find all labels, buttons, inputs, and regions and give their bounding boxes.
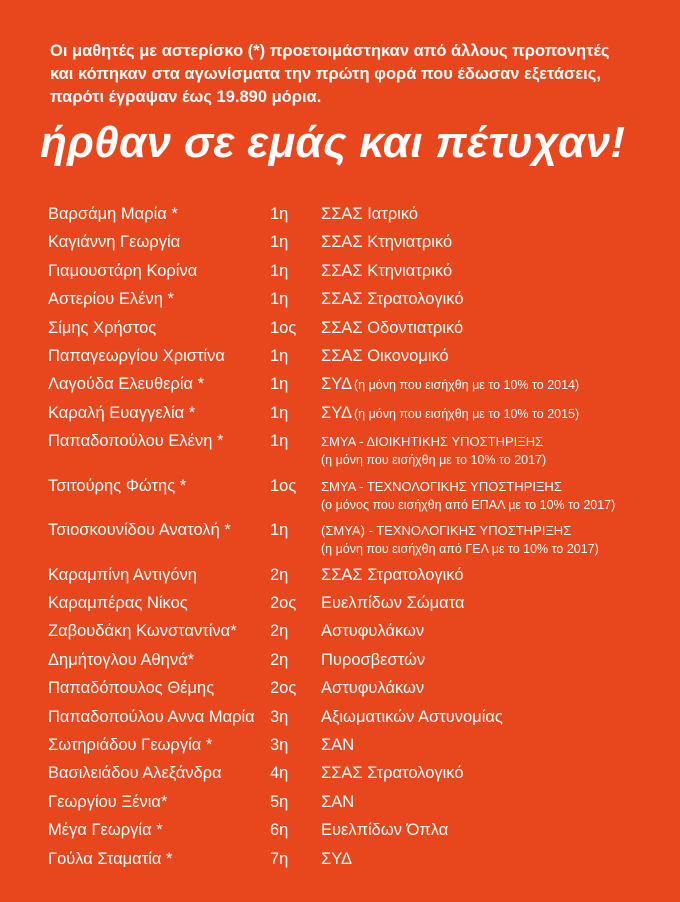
student-row [48,431,668,476]
student-name: Ζαβουδάκη Κωνσταντίνα* [48,622,237,641]
student-row [48,261,668,289]
school-name: Αστυφυλάκων [321,679,425,698]
student-rank: 1ος [270,476,297,495]
student-row [48,346,668,374]
student-row [48,849,668,877]
school-name: Πυροσβεστών [321,650,426,669]
school-name: Ευελπίδων Σώματα [321,594,465,613]
student-school [321,232,452,252]
school-name: ΣΣΑΣ Στρατολογικό [321,290,464,309]
student-school [321,403,579,424]
student-name: Βαρσάμη Μαρία * [48,205,178,223]
student-row [48,232,668,260]
student-rank: 2η [270,565,289,584]
student-rank: 1η [270,521,289,540]
student-name: Βασιλειάδου Αλεξάνδρα [48,764,222,783]
student-rank: 3η [270,735,289,754]
student-row [48,318,668,346]
school-name: ΣΥΔ [321,849,353,868]
student-rank: 2ος [270,594,297,613]
intro-line: και κόπηκαν στα αγωνίσματα την πρώτη φορά που έδωσαν εξετάσεις, [50,65,601,83]
student-row [48,678,668,706]
student-row [48,289,668,317]
student-school [321,431,546,468]
school-name: ΣΜΥΑ - ΤΕΧΝΟΛΟΓΙΚΗΣ ΥΠΟΣΤΗΡΙΞΗΣ [321,478,562,494]
student-name: Παπαδόπουλος Θέμης [48,679,215,698]
school-name: ΣΣΑΣ Κτηνιατρικό [321,233,453,252]
student-name: Γούλα Σταματία * [48,849,173,868]
student-row [48,204,668,232]
school-note: (η μόνη που εισήχθη με το 10% το 2015) [354,406,580,421]
student-school [321,820,448,840]
school-name: Ευελπίδων Όπλα [321,821,449,840]
school-name: Αστυφυλάκων [321,622,425,641]
student-name: Δημήτογλου Αθηνά* [48,650,195,669]
student-school [321,792,354,812]
student-row [48,374,668,402]
student-school [321,204,418,224]
student-rank: 1η [270,261,289,280]
student-rank: 1η [270,290,289,309]
headline: ήρθαν σε εμάς και πέτυχαν! [40,118,626,167]
student-school [321,520,599,557]
school-name: ΣΑΝ [321,735,355,754]
student-rank: 4η [270,764,289,783]
student-school [321,476,615,513]
student-school [321,650,425,670]
student-row [48,820,668,848]
school-name: ΣΣΑΣ Στρατολογικό [321,565,464,584]
student-list [48,204,668,877]
intro-text [50,40,650,109]
student-rank: 7η [270,849,289,868]
student-name: Παπαγεωργίου Χριστίνα [48,346,225,365]
student-row [48,593,668,621]
school-name: (ΣΜΥΑ) - ΤΕΧΝΟΛΟΓΙΚΗΣ ΥΠΟΣΤΗΡΙΞΗΣ [321,523,572,539]
intro-line: παρότι έγραψαν έως 19.890 μόρια. [50,88,322,106]
student-name: Σίμης Χρήστος [48,318,157,337]
student-rank: 2η [270,650,289,669]
student-name: Παπαδοπούλου Ελένη * [48,432,224,451]
school-name: Αξιωματικών Αστυνομίας [321,707,503,726]
student-row [48,735,668,763]
school-name: ΣΣΑΣ Στρατολογικό [321,764,464,783]
student-row [48,763,668,791]
student-rank: 2η [270,622,289,641]
student-school [321,374,579,395]
student-rank: 1η [270,346,289,365]
student-rank: 6η [270,821,289,840]
student-row [48,565,668,593]
student-rank: 1ος [270,318,297,337]
student-school [321,261,452,281]
student-name: Καραμπέρας Νίκος [48,594,188,613]
student-name: Καγιάννη Γεωργία [48,233,181,252]
student-rank: 1η [270,375,289,394]
student-school [321,621,424,641]
student-row [48,520,668,565]
student-rank: 5η [270,792,289,811]
student-rank: 1η [270,205,289,223]
student-name: Καραλή Ευαγγελία * [48,403,196,422]
intro-line: Οι μαθητές με αστερίσκο (*) προετοιμάστηκαν από άλλους προπονητές [50,42,610,60]
student-school [321,318,463,338]
student-school [321,346,449,366]
school-subnote: (η μόνη που εισήχθη με το 10% το 2017) [321,453,547,468]
student-school [321,593,465,613]
school-name: ΣΜΥΑ - ΔΙΟΙΚΗΤΙΚΗΣ ΥΠΟΣΤΗΡΙΞΗΣ [321,434,544,450]
student-name: Γεωργίου Ξένια* [48,792,168,811]
school-name: ΣΣΑΣ Οικονομικό [321,346,449,365]
student-school [321,849,352,869]
school-subnote: (η μόνη που εισήχθη από ΓΕΛ με το 10% το 2017) [321,542,599,557]
student-school [321,763,464,783]
student-name: Μέγα Γεωργία * [48,821,163,840]
student-row [48,707,668,735]
school-name: ΣΥΔ [321,375,353,394]
student-row [48,403,668,431]
student-name: Τσιοσκουνίδου Ανατολή * [48,521,231,540]
student-row [48,650,668,678]
school-name: ΣΣΑΣ Ιατρικό [321,205,419,223]
student-name: Σωτηριάδου Γεωργία * [48,735,213,754]
student-row [48,792,668,820]
student-name: Αστερίου Ελένη * [48,290,174,309]
student-school [321,678,424,698]
school-name: ΣΣΑΣ Κτηνιατρικό [321,261,453,280]
student-school [321,565,464,585]
school-name: ΣΥΔ [321,403,353,422]
student-name: Λαγούδα Ελευθερία * [48,375,205,394]
student-rank: 1η [270,432,289,451]
student-name: Γιαμουστάρη Κορίνα [48,261,198,280]
student-rank: 1η [270,233,289,252]
school-name: ΣΣΑΣ Οδοντιατρικό [321,318,464,337]
student-name: Καραμπίνη Αντιγόνη [48,565,197,584]
student-row [48,476,668,521]
student-name: Παπαδοπούλου Αννα Μαρία [48,707,255,726]
school-name: ΣΑΝ [321,792,355,811]
student-rank: 2ος [270,679,297,698]
school-note: (η μόνη που εισήχθη με το 10% το 2014) [354,378,580,393]
school-subnote: (ο μόνος που εισήχθη από ΕΠΑΛ με το 10% το 2017) [321,497,616,512]
student-name: Τσιτούρης Φώτης * [48,476,187,495]
student-school [321,707,503,727]
student-rank: 1η [270,403,289,422]
student-row [48,621,668,649]
student-school [321,289,464,309]
student-school [321,735,354,755]
student-rank: 3η [270,707,289,726]
